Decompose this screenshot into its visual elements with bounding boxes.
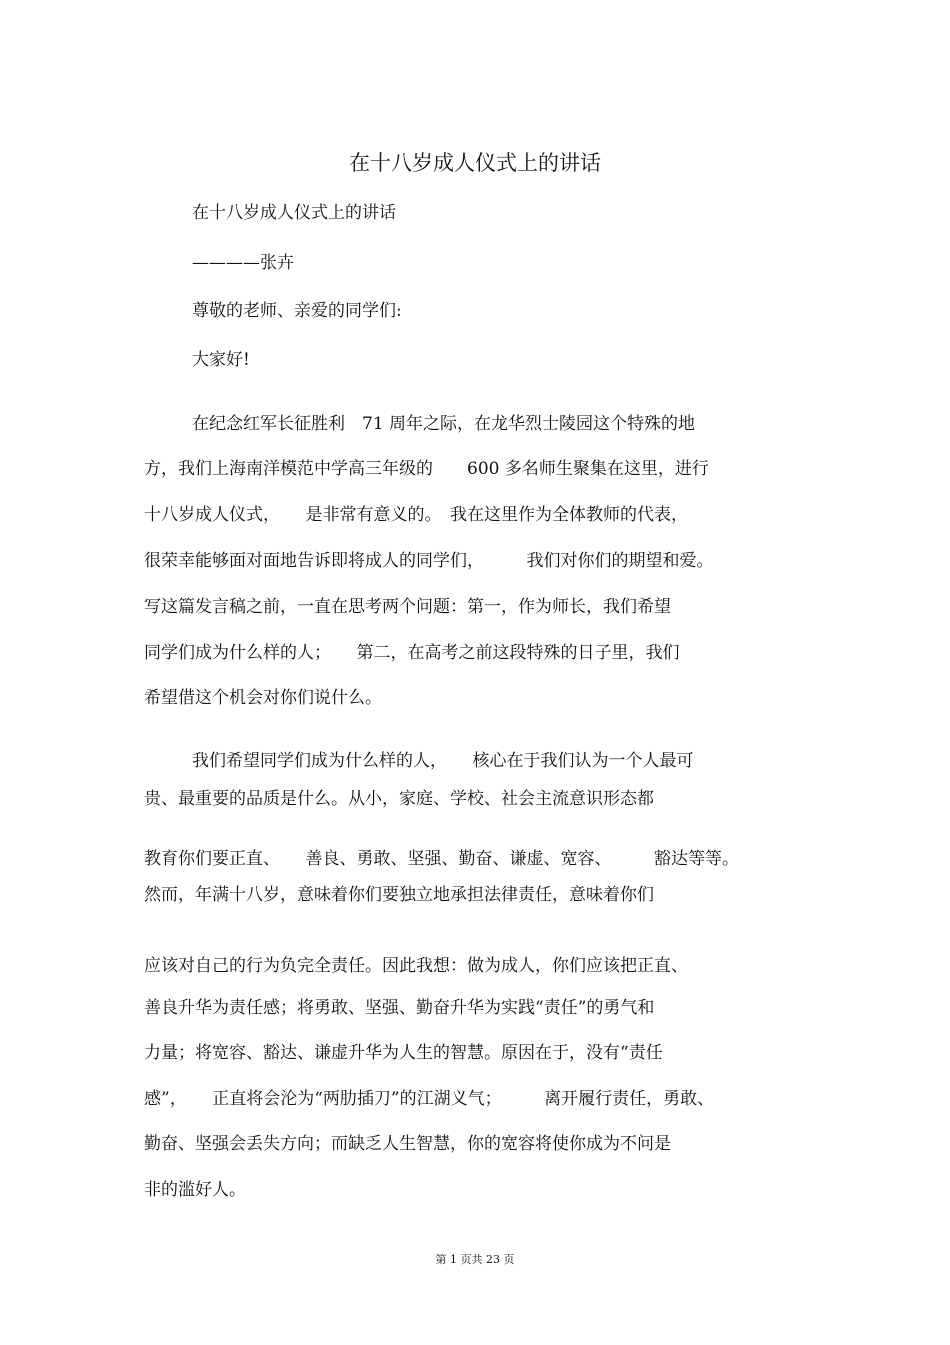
paragraph-1-line-3: 十八岁成人仪式， 是非常有意义的。 我在这里作为全体教师的代表， [144, 505, 688, 525]
paragraph-2-line-4: 然而，年满十八岁，意味着你们要独立地承担法律责任，意味着你们 [144, 885, 654, 905]
greeting: 大家好! [192, 350, 250, 370]
salutation: 尊敬的老师、亲爱的同学们: [192, 301, 402, 321]
paragraph-2-line-10: 非的滥好人。 [144, 1180, 246, 1200]
paragraph-1-line-7: 希望借这个机会对你们说什么。 [144, 688, 382, 708]
paragraph-2-line-7: 力量；将宽容、豁达、谦虚升华为人生的智慧。原因在于，没有“责任 [144, 1043, 663, 1063]
paragraph-2-line-3: 教育你们要正直、 善良、勇敢、坚强、勤奋、谦虚、宽容、 豁达等等。 [144, 849, 739, 869]
paragraph-1-line-6: 同学们成为什么样的人； 第二，在高考之前这段特殊的日子里，我们 [144, 643, 680, 663]
author-line: ————张卉 [192, 253, 294, 273]
paragraph-2-line-2: 贵、最重要的品质是什么。从小，家庭、学校、社会主流意识形态都 [144, 789, 654, 809]
page-footer: 第 1 页共 23 页 [435, 1253, 515, 1266]
paragraph-1-line-2: 方，我们上海南洋模范中学高三年级的 600 多名师生聚集在这里，进行 [144, 459, 709, 479]
paragraph-2-line-5: 应该对自己的行为负完全责任。因此我想：做为成人，你们应该把正直、 [144, 956, 688, 976]
paragraph-1-line-5: 写这篇发言稿之前，一直在思考两个问题：第一，作为师长，我们希望 [144, 597, 671, 617]
document-subtitle: 在十八岁成人仪式上的讲话 [192, 203, 396, 223]
paragraph-1-line-4: 很荣幸能够面对面地告诉即将成人的同学们， 我们对你们的期望和爱。 [144, 551, 714, 571]
document-title: 在十八岁成人仪式上的讲话 [349, 151, 601, 175]
paragraph-2-line-6: 善良升华为责任感；将勇敢、坚强、勤奋升华为实践“责任”的勇气和 [144, 998, 655, 1018]
paragraph-2-line-9: 勤奋、坚强会丢失方向；而缺乏人生智慧，你的宽容将使你成为不问是 [144, 1134, 671, 1154]
paragraph-1-line-1: 在纪念红军长征胜利 71 周年之际，在龙华烈士陵园这个特殊的地 [192, 414, 696, 434]
paragraph-2-line-1: 我们希望同学们成为什么样的人， 核心在于我们认为一个人最可 [192, 751, 694, 771]
paragraph-2-line-8: 感”， 正直将会沦为“两肋插刀”的江湖义气； 离开履行责任，勇敢、 [144, 1089, 715, 1109]
